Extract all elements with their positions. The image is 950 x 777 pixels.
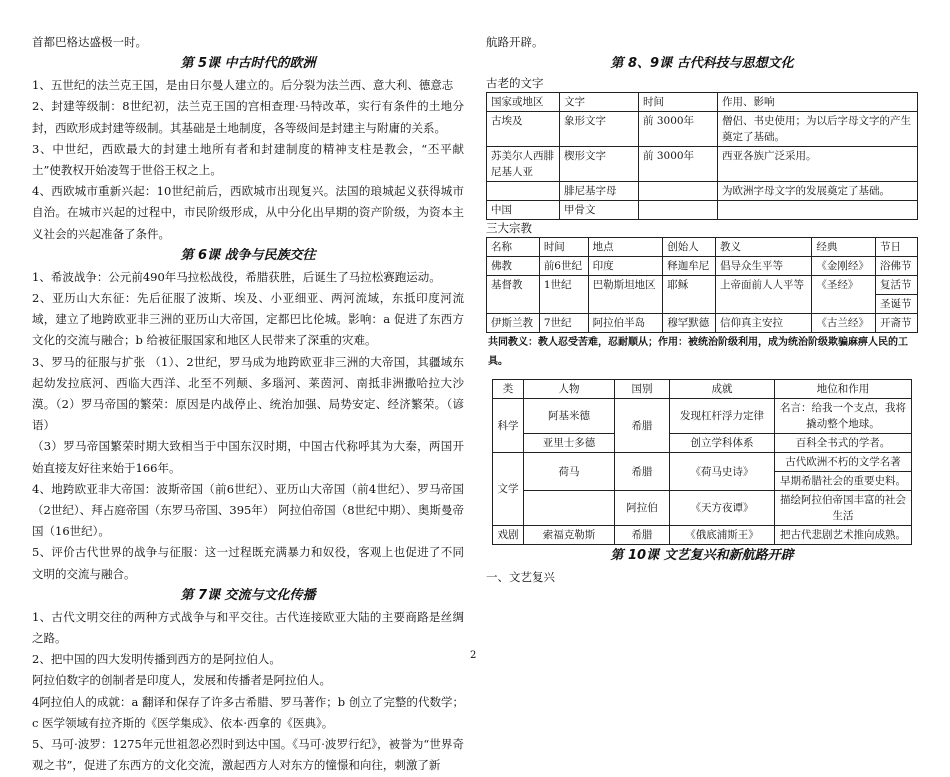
table-row [493,434,912,453]
table-cell: 《荷马史诗》 [670,453,775,491]
table-cell: 浴佛节 [876,257,918,276]
table-row [487,314,918,333]
table-cell: 圣诞节 [876,295,918,314]
paragraph: 4、地跨欧亚非大帝国：波斯帝国（前6世纪）、亚历山大帝国（前4世纪）、罗马帝国（2世纪）、拜占庭帝国（东罗马帝国、395年） 阿拉伯帝国（8世纪中期）、奥斯曼帝国（16世纪）。 [32,481,464,539]
table-cell: 1世纪 [539,276,588,314]
lesson-8-9-heading: 第 8、9课 古代科技与思想文化 [610,56,794,72]
paragraph: 2、封建等级制：8世纪初，法兰克王国的宫相查理·马特改革，实行有条件的土地分封，西欧形成封建等级制。其基础是土地制度，各等级间是封建主与附庸的关系。 [32,99,464,135]
paragraph: 5、评价古代世界的战争与征服：这一过程既充满暴力和奴役，客观上也促进了不同文明的交流与融合。 [32,545,464,581]
table-cell: 前 3000年 [639,112,718,147]
table-cell: 佛教 [487,257,540,276]
table-cell: 描绘阿拉伯帝国丰富的社会生活 [775,491,912,526]
table-cell: 前6世纪 [539,257,588,276]
table-cell: 阿拉伯 [615,491,670,526]
table-cell: 百科全书式的学者。 [775,434,912,453]
paragraph: 4阿拉伯人的成就：a 翻译和保存了许多古希腊、罗马著作；b 创立了完整的代数学；c 医学领域有拉齐斯的《医学集成》、依本·西拿的《医典》。 [32,694,464,730]
table-row [487,201,918,220]
table-cell: 为欧洲字母文字的发展奠定了基础。 [718,182,918,201]
table-cell [718,201,918,220]
table-cell: 前 3000年 [639,147,718,182]
table-row [493,453,912,472]
table-cell [639,182,718,201]
paragraph: 2、把中国的四大发明传播到西方的是阿拉伯人。 [32,652,281,667]
header-cell: 地位和作用 [775,380,912,399]
table-cell: 把古代悲剧艺术推向成熟。 [775,526,912,545]
table-row [493,491,912,526]
paragraph: 1、希波战争：公元前490年马拉松战役，希腊获胜，后诞生了马拉松赛跑运动。 [32,269,441,284]
left-column [32,32,464,777]
table-cell: 希腊 [615,453,670,491]
table-cell: 复活节 [876,276,918,295]
table-cell: 苏美尔人西腓尼基人亚 [487,147,560,182]
table-row [493,526,912,545]
table-cell: 希腊 [615,399,670,453]
header-cell: 时间 [639,93,718,112]
header-cell: 地点 [588,238,663,257]
table-cell [524,491,615,526]
header-cell: 创始人 [663,238,716,257]
table-cell: 7世纪 [539,314,588,333]
table-cell: 象形文字 [560,112,639,147]
table-cell: 上帝面前人人平等 [716,276,812,314]
ancient-scripts-table [486,92,918,220]
common-doctrine-note: 共同教义：教人忍受苦难，忍耐顺从；作用：被统治阶级利用，成为统治阶级欺骗麻痹人民的工具。 [488,337,908,368]
header-cell: 国别 [615,380,670,399]
header-cell: 作用、影响 [718,93,918,112]
lesson-7-heading: 第 7课 交流与文化传播 [180,587,316,603]
table-cell: 巴勒斯坦地区 [588,276,663,314]
header-cell: 国家或地区 [487,93,560,112]
paragraph: 阿拉伯数字的创制者是印度人，发展和传播者是阿拉伯人。 [32,673,331,688]
header-cell: 时间 [539,238,588,257]
header-cell: 教义 [716,238,812,257]
table-cell: 甲骨文 [560,201,639,220]
table-cell: 索福克勒斯 [524,526,615,545]
table-cell: 古埃及 [487,112,560,147]
table-cell: 发现杠杆浮力定律 [670,399,775,434]
table-cell: 耶稣 [663,276,716,314]
paragraph: 5、马可·波罗：1275年元世祖忽必烈时到达中国。《马可·波罗行纪》，被誉为“世界奇观之书”，促进了东西方的文化交流，激起西方人对东方的憧憬和向往，刺激了新 [32,737,464,773]
table-label-religions: 三大宗教 [486,221,532,236]
table-cell: 腓尼基字母 [560,182,639,201]
table-cell: 早期希腊社会的重要史料。 [775,472,912,491]
table-cell: 《圣经》 [812,276,876,314]
table-cell: 伊斯兰教 [487,314,540,333]
table-cell: 名言：给我一个支点，我将撬动整个地球。 [775,399,912,434]
table-cell: 释迦牟尼 [663,257,716,276]
table-cell: 中国 [487,201,560,220]
paragraph: 3、中世纪，西欧最大的封建土地所有者和封建制度的精神支柱是教会，“丕平献土”使教权开始凌驾于世俗王权之上。 [32,141,464,178]
paragraph: 首都巴格达盛极一时。 [32,35,147,49]
table-cell: 希腊 [615,526,670,545]
page-number: 2 [470,650,477,661]
section-heading: 一、文艺复兴 [486,570,555,585]
table-cell: 《天方夜谭》 [670,491,775,526]
header-cell: 文字 [560,93,639,112]
table-cell: 创立学科体系 [670,434,775,453]
table-header-row [493,380,912,399]
table-cell: 戏剧 [493,526,524,545]
table-cell: 僧侣、书史使用；为以后字母文字的产生奠定了基础。 [718,112,918,147]
table-cell: 亚里士多德 [524,434,615,453]
table-row [493,399,912,434]
lesson-10-heading: 第 10课 文艺复兴和新航路开辟 [610,548,794,564]
table-cell: 印度 [588,257,663,276]
header-cell: 人物 [524,380,615,399]
table-cell: 阿基米德 [524,399,615,434]
lesson-5-heading: 第 5课 中古时代的欧洲 [180,56,316,72]
table-row [487,257,918,276]
table-cell: 文学 [493,453,524,526]
header-cell: 经典 [812,238,876,257]
table-cell: 西亚各族广泛采用。 [718,147,918,182]
table-header-row [487,238,918,257]
table-cell: 阿拉伯半岛 [588,314,663,333]
header-cell: 类 [493,380,524,399]
right-column [486,32,918,588]
table-header-row [487,93,918,112]
table-row [487,112,918,147]
paragraph: 4、西欧城市重新兴起：10世纪前后，西欧城市出现复兴。法国的琅城起义获得城市自治。在城市兴起的过程中，市民阶级形成，从中分化出早期的资产阶级，为资本主义社会的兴起准备了条件。 [32,184,464,241]
table-cell [639,201,718,220]
three-religions-table [486,237,918,333]
table-cell: 倡导众生平等 [716,257,812,276]
table-row [487,276,918,295]
table-cell: 荷马 [524,453,615,491]
table-cell: 《古兰经》 [812,314,876,333]
table-cell: 《俄底浦斯王》 [670,526,775,545]
table-cell: 科学 [493,399,524,453]
paragraph: 1、五世纪的法兰克王国，是由日尔曼人建立的。后分裂为法兰西、意大利、德意志 [32,78,454,93]
table-cell: 古代欧洲不朽的文学名著 [775,453,912,472]
paragraph: 航路开辟。 [486,35,544,49]
header-cell: 成就 [670,380,775,399]
table-cell: 楔形文字 [560,147,639,182]
table-cell: 穆罕默德 [663,314,716,333]
table-row [487,147,918,182]
table-cell: 基督教 [487,276,540,314]
table-cell: 开斋节 [876,314,918,333]
table-label-scripts: 古老的文字 [486,76,544,91]
header-cell: 节日 [876,238,918,257]
table-cell: 《金刚经》 [812,257,876,276]
paragraph: 2、亚历山大东征：先后征服了波斯、埃及、小亚细亚、两河流域，东抵印度河流域，建立了地跨欧亚非三洲的亚历山大帝国，定都巴比伦城。影响：a 促进了东西方文化的交流与融合；b 给被征服国家和地区人民带来了深重的灾难。 [32,291,464,348]
paragraph: 3、罗马的征服与扩张 （1）、2世纪，罗马成为地跨欧亚非三洲的大帝国，其疆域东起幼发拉底河、西临大西洋、北至不列颠、多瑙河、莱茵河、南抵非洲撒哈拉大沙漠。（2）罗马帝国的繁荣：原因是内战停止、统治加强、局势安定、经济繁荣。（谚语） [32,354,464,433]
paragraph: 1、古代文明交往的两种方式战争与和平交往。古代连接欧亚大陆的主要商路是丝绸之路。 [32,609,464,646]
culture-achievements-table [492,379,912,545]
lesson-6-heading: 第 6课 战争与民族交往 [180,247,316,263]
paragraph: （3）罗马帝国繁荣时期大致相当于中国东汉时期，中国古代称呼其为大秦，两国开始直接友好往来始于166年。 [32,439,464,475]
table-cell: 信仰真主安拉 [716,314,812,333]
table-cell [487,182,560,201]
header-cell: 名称 [487,238,540,257]
table-row [487,182,918,201]
